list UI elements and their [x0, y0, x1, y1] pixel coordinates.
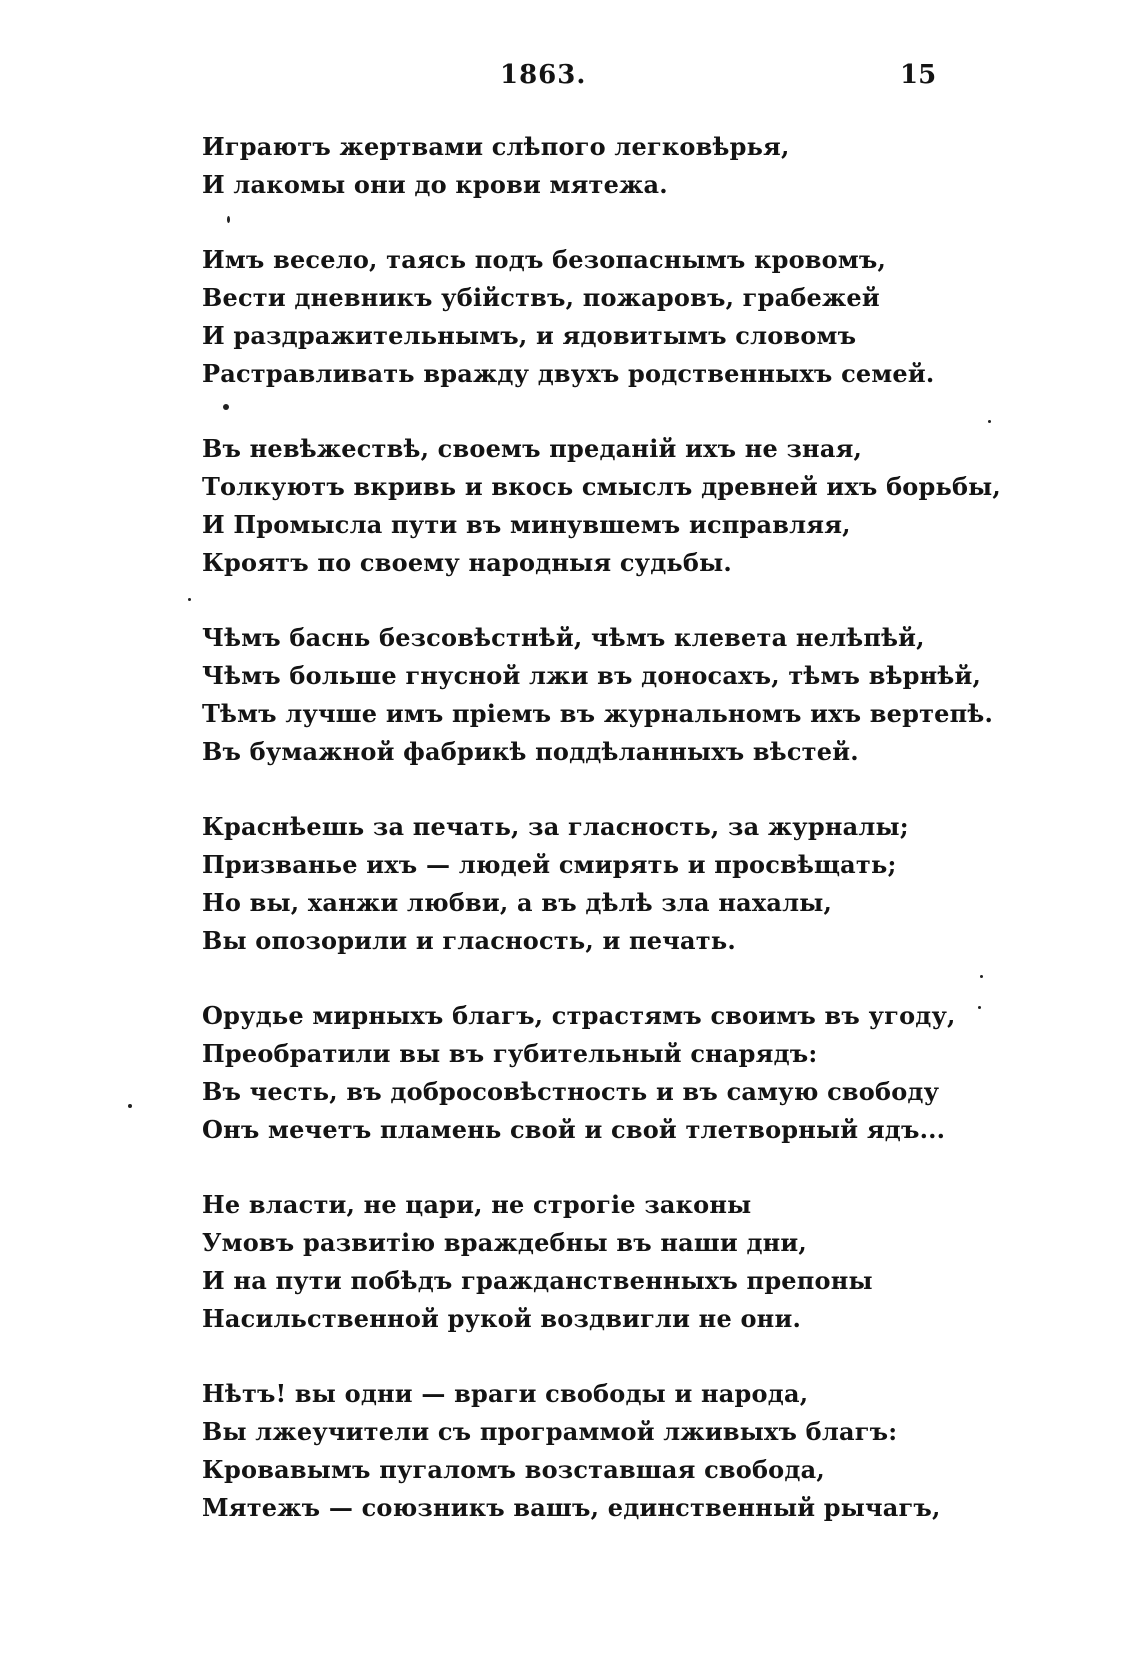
verse-line: Играютъ жертвами слѣпого легковѣрья,	[202, 132, 790, 161]
ink-speck	[128, 1104, 132, 1108]
ink-speck	[980, 975, 983, 978]
verse-line: И Промысла пути въ минувшемъ исправляя,	[202, 510, 851, 539]
verse-line: Нѣтъ! вы одни — враги свободы и народа,	[202, 1379, 809, 1408]
stanza	[202, 430, 1001, 582]
verse-line: Мятежъ — союзникъ вашъ, единственный рычагъ,	[202, 1493, 941, 1522]
verse-line: Умовъ развитію враждебны въ наши дни,	[202, 1228, 807, 1257]
verse-line: Вести дневникъ убійствъ, пожаровъ, грабежей	[202, 283, 880, 312]
verse-line: Но вы, ханжи любви, а въ дѣлѣ зла нахалы,	[202, 888, 833, 917]
ink-speck	[223, 404, 229, 410]
verse-line: Чѣмъ больше гнусной лжи въ доносахъ, тѣмъ вѣрнѣй,	[202, 661, 982, 690]
stanza	[202, 997, 962, 1149]
verse-line: Вы лжеучители съ программой лживыхъ благъ:	[202, 1417, 898, 1446]
stanza	[202, 1186, 962, 1338]
verse-line: Въ честь, въ добросовѣстность и въ самую свободу	[202, 1077, 940, 1106]
running-header	[0, 60, 1140, 100]
verse-line: Чѣмъ баснь безсовѣстнѣй, чѣмъ клевета нелѣпѣй,	[202, 623, 925, 652]
poem-body	[202, 128, 1001, 1564]
verse-line: Тѣмъ лучше имъ пріемъ въ журнальномъ ихъ вертепѣ.	[202, 699, 994, 728]
verse-line: И лакомы они до крови мятежа.	[202, 170, 668, 199]
verse-line: Въ бумажной фабрикѣ поддѣланныхъ вѣстей.	[202, 737, 859, 766]
verse-line: Насильственной рукой воздвигли не они.	[202, 1304, 801, 1333]
ink-speck	[227, 216, 230, 223]
verse-line: Краснѣешь за печать, за гласность, за журналы;	[202, 812, 909, 841]
verse-line: Растравливать вражду двухъ родственныхъ семей.	[202, 359, 935, 388]
ink-speck	[188, 598, 191, 601]
verse-line: Преобратили вы въ губительный снарядъ:	[202, 1039, 818, 1068]
verse-line: Не власти, не цари, не строгіе законы	[202, 1190, 752, 1219]
verse-line: Призванье ихъ — людей смирять и просвѣщать;	[202, 850, 897, 879]
stanza	[202, 1375, 962, 1527]
verse-line: Имъ весело, таясь подъ безопаснымъ кровомъ,	[202, 245, 887, 274]
page-number: 15	[900, 60, 937, 90]
verse-line: Кровавымъ пугаломъ возставшая свобода,	[202, 1455, 825, 1484]
header-year: 1863.	[500, 60, 587, 90]
verse-line: И на пути побѣдъ гражданственныхъ препоны	[202, 1266, 873, 1295]
verse-line: Въ невѣжествѣ, своемъ преданій ихъ не зная,	[202, 434, 863, 463]
ink-speck	[978, 1006, 981, 1009]
verse-line: Орудье мирныхъ благъ, страстямъ своимъ въ угоду,	[202, 1001, 956, 1030]
stanza	[202, 619, 994, 771]
verse-line: Онъ мечетъ пламень свой и свой тлетворный ядъ...	[202, 1115, 946, 1144]
verse-line: Кроятъ по своему народныя судьбы.	[202, 548, 732, 577]
verse-line: И раздражительнымъ, и ядовитымъ словомъ	[202, 321, 857, 350]
ink-speck	[988, 420, 991, 423]
verse-line: Толкуютъ вкривь и вкось смыслъ древней ихъ борьбы,	[202, 472, 1001, 501]
stanza	[202, 241, 962, 393]
stanza	[202, 808, 962, 960]
stanza	[202, 128, 962, 204]
verse-line: Вы опозорили и гласность, и печать.	[202, 926, 736, 955]
